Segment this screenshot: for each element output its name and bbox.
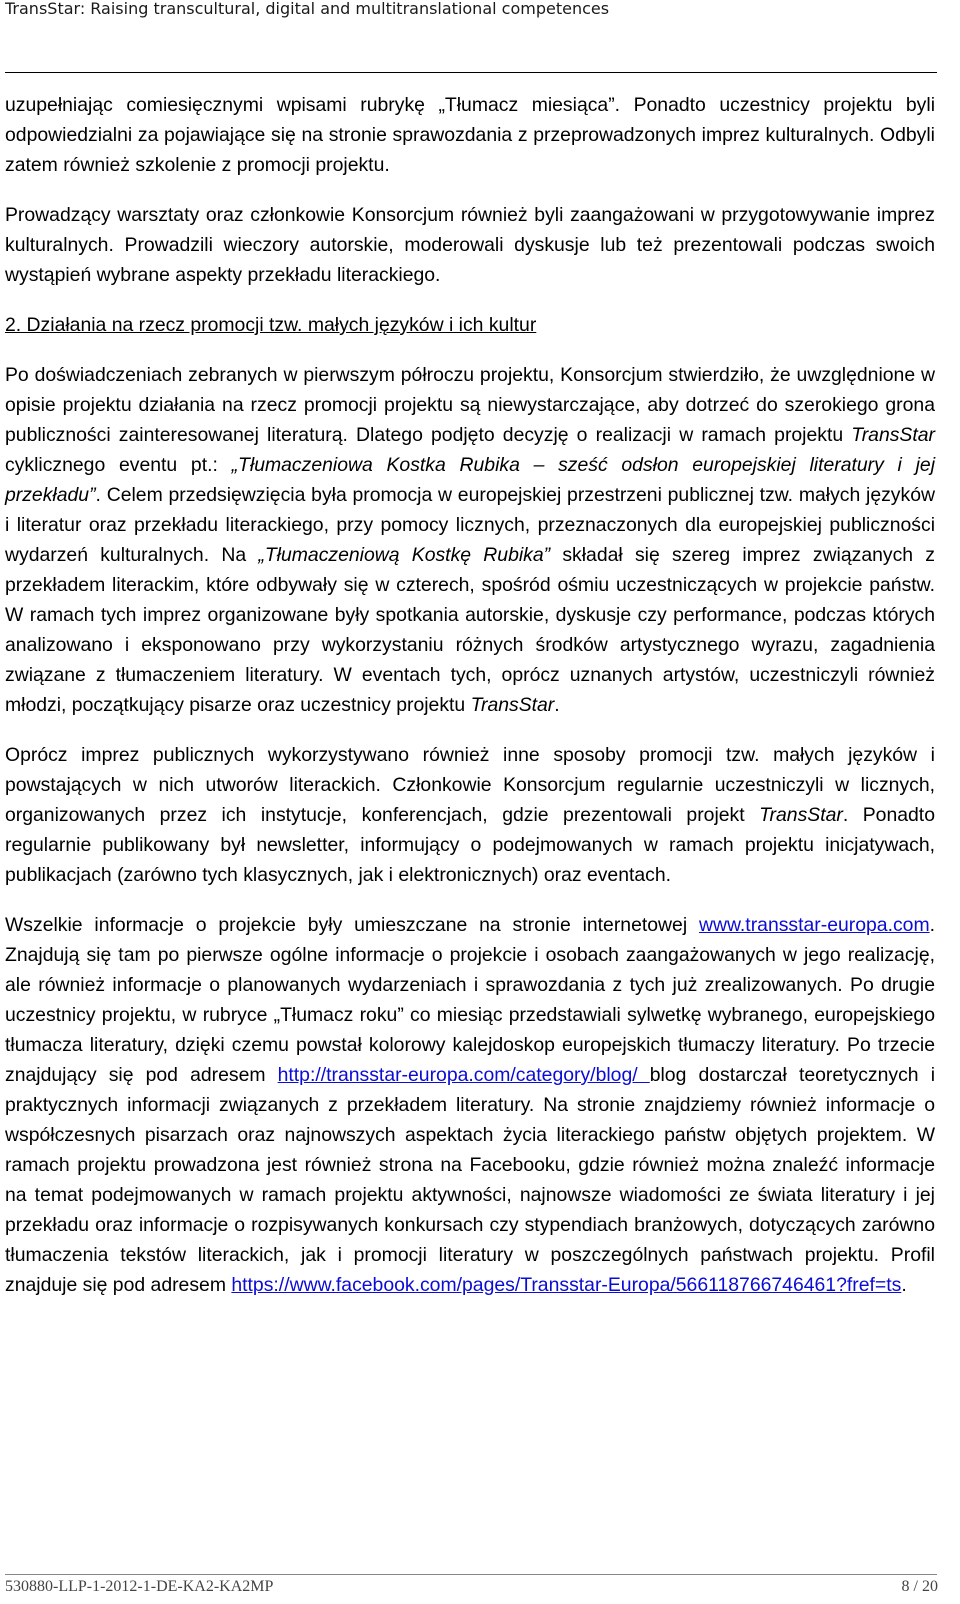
text-span: . Znajdują się tam po pierwsze ogólne informacje o projekcie i osobach zaangażowanych w jego realizację, ale również informacje o planowanych wydarzeniach i sprawozdania z tych już zrealizowanych. Po drugie uczestnicy projektu, w rubryce „Tłumacz roku” co miesiąc przedstawiali sylwetkę wybranego, europejskiego tłumacza literatury, dzięki czemu powstał kolorowy kalejdoskop europejskich tłumaczy literatury. Po trzecie znajdujący się pod adresem [5,914,935,1086]
text-span: Wszelkie informacje o projekcie były umieszczane na stronie internetowej [5,914,699,936]
italic-project-name: TransStar [470,694,555,716]
footer-page-number: 8 / 20 [901,1578,938,1595]
header-divider [5,72,937,73]
facebook-link[interactable]: https://www.facebook.com/pages/Transstar-Europa/566118766746461?fref=ts [231,1274,902,1296]
footer-divider [5,1574,937,1575]
text-span: blog dostarczał teoretycznych i praktycznych informacji związanych z przekładem literatury. Na stronie znajdziemy również informacje o współczesnych pisarzach oraz najnowszych aspektach życia literackiego państw objętych projektem. W ramach projektu prowadzona jest również strona na Facebooku, gdzie również można znaleźć informacje na temat podejmowanych w ramach projektu aktywności, najnowsze wiadomości ze świata literatury i jej przekładu oraz informacje o rozpisywanych konkursach czy stypendiach branżowych, dotyczących zarówno tłumaczenia tekstów literackich, jak i promocji literatury w poszczególnych państwach projektu. Profil znajduje się pod adresem [5,1064,935,1296]
text-span: . Celem przedsięwzięcia była promocja w europejskiej przestrzeni publicznej tzw. małych języków i literatur oraz przekładu literackiego, przy pomocy licznych, przeznaczonych dla europejskiej publiczności wydarzeń kulturalnych. Na [5,484,935,566]
paragraph-5 [5,910,935,1300]
text-span: . [901,1274,907,1296]
paragraph-4 [5,740,935,890]
footer-project-code: 530880-LLP-1-2012-1-DE-KA2-KA2MP [5,1578,274,1595]
italic-project-name: TransStar [759,804,843,826]
page-content [5,90,935,1300]
paragraph-2: Prowadzący warsztaty oraz członkowie Konsorcjum również byli zaangażowani w przygotowywanie imprez kulturalnych. Prowadzili wieczory autorskie, moderowali dyskusje lub też prezentowali podczas swoich wystąpień wybrane aspekty przekładu literackiego. [5,204,935,286]
paragraph-3 [5,360,935,720]
text-span: cyklicznego eventu pt.: [5,454,232,476]
italic-event-name: „Tłumaczeniową Kostkę Rubika” [258,544,551,566]
blog-link[interactable]: http://transstar-europa.com/category/blog/ [277,1064,650,1086]
website-link[interactable]: www.transstar-europa.com [698,914,930,936]
paragraph-1: uzupełniając comiesięcznymi wpisami rubrykę „Tłumacz miesiąca”. Ponadto uczestnicy projektu byli odpowiedzialni za pojawiające się na stronie sprawozdania z przeprowadzonych imprez kulturalnych. Odbyli zatem również szkolenie z promocji projektu. [5,94,935,176]
italic-event-title: „Tłumaczeniowa Kostka Rubika – sześć odsłon europejskiej literatury i jej przekładu” [5,454,935,506]
text-span: . [554,694,560,716]
italic-project-name: TransStar [851,424,935,446]
text-span: Po doświadczeniach zebranych w pierwszym półroczu projektu, Konsorcjum stwierdziło, że uwzględnione w opisie projektu działania na rzecz promocji projektu są niewystarczające, aby dotrzeć do szerokiego grona publiczności zainteresowanej literaturą. Dlatego podjęto decyzję o realizacji w ramach projektu [5,364,935,446]
section-heading: 2. Działania na rzecz promocji tzw. małych języków i ich kultur [5,314,537,336]
running-header: TransStar: Raising transcultural, digital and multitranslational competences [5,0,610,18]
text-span: . Ponadto regularnie publikowany był newsletter, informujący o podejmowanych w ramach projektu inicjatywach, publikacjach (zarówno tych klasycznych, jak i elektronicznych) oraz eventach. [5,804,935,886]
text-span: składał się szereg imprez związanych z przekładem literackim, które odbywały się w czterech, spośród ośmiu uczestniczących w projekcie państw. W ramach tych imprez organizowane były spotkania autorskie, dyskusje czy performance, podczas których analizowano i eksponowano przy wykorzystaniu różnych środków artystycznego wyrazu, zagadnienia związane z tłumaczeniem literatury. W eventach tych, oprócz uznanych artystów, uczestniczyli również młodzi, początkujący pisarze oraz uczestnicy projektu [5,544,935,716]
text-span: Oprócz imprez publicznych wykorzystywano również inne sposoby promocji tzw. małych języków i powstających w nich utworów literackich. Członkowie Konsorcjum regularnie uczestniczyli w licznych, organizowanych przez ich instytucje, konferencjach, gdzie prezentowali projekt [5,744,935,826]
